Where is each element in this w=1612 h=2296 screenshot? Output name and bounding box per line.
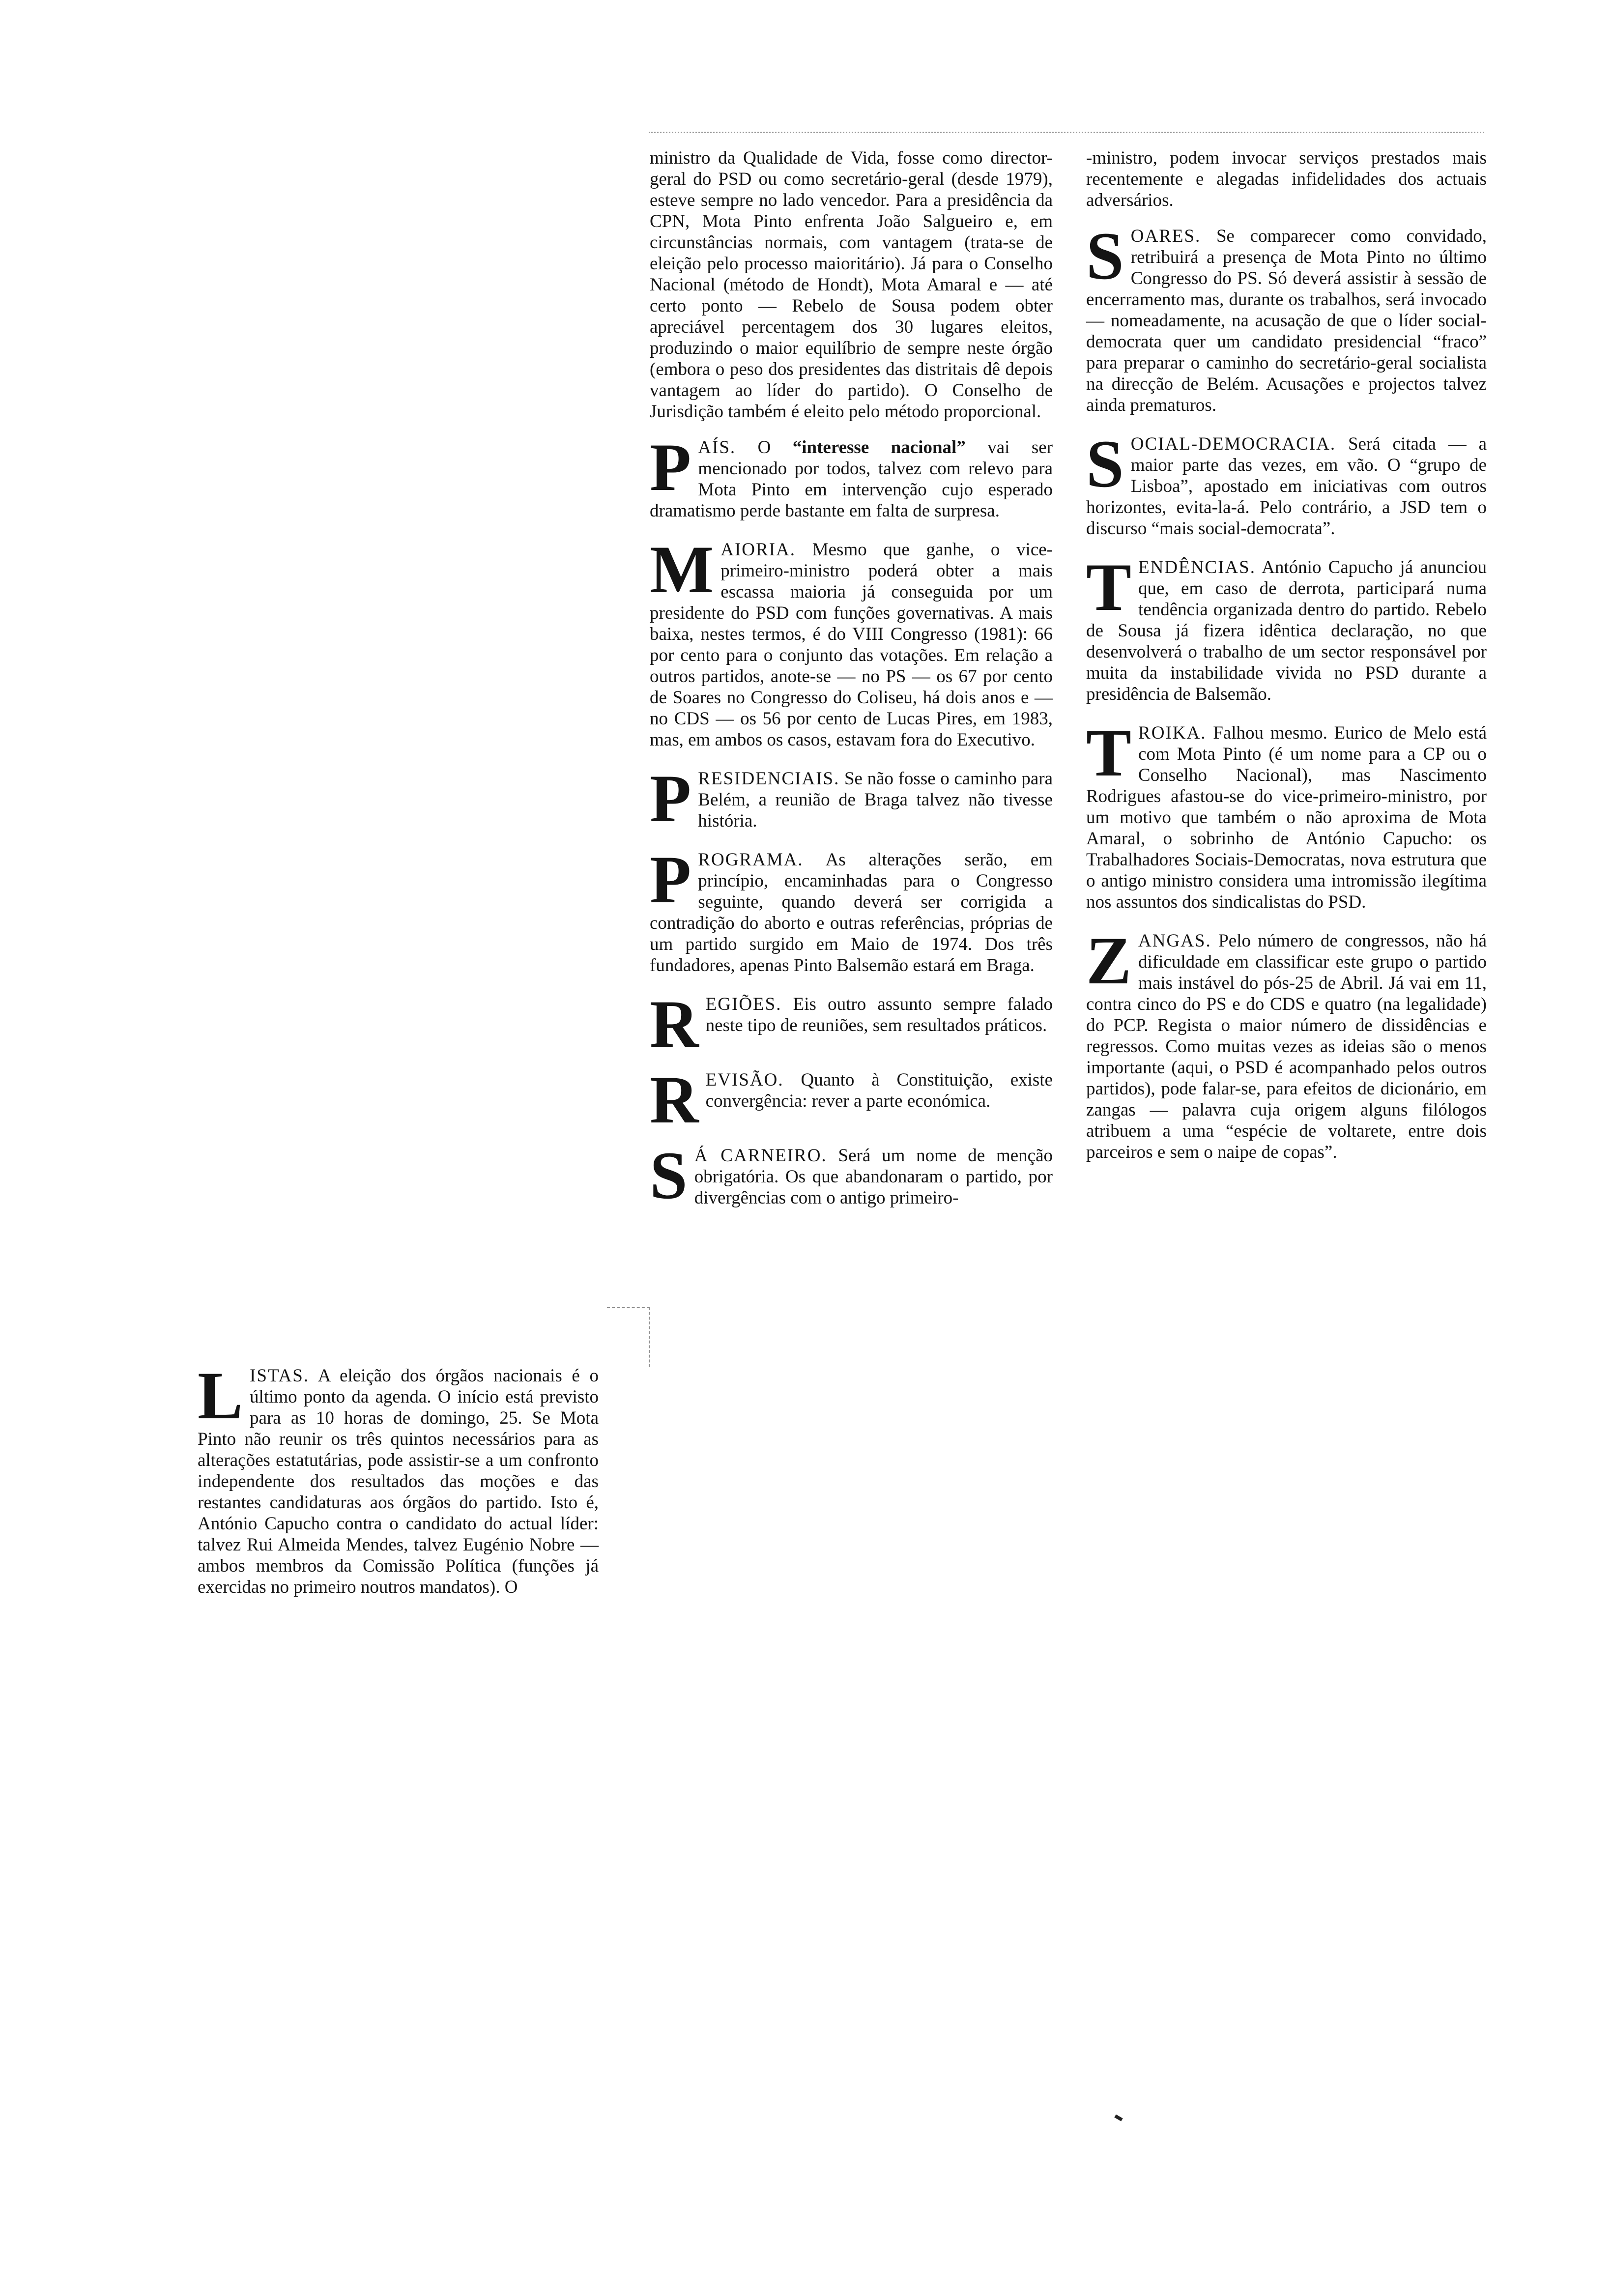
section-maioria [650, 532, 1053, 750]
section-bold-phrase: “interesse nacional” [792, 437, 966, 458]
section-text: Pelo número de congressos, não há dificuldade em classificar este grupo o partido mais instável do pós-25 de Abril. Já vai em 11, contra cinco do PS e do CDS e quatro (na legalidade) do PCP. Regista o maior número de dissidências e regressos. Como muitas vezes as ideias são o menos importante (aqui, o PSD é acompanhado pelos outros partidos), pode falar-se, para efeitos de dicionário, em zangas — palavra cuja origem alguns filólogos atribuem a uma “espécie de voltarete, entre dois parceiros e sem o naipe de copas”. [1086, 931, 1487, 1162]
middle-column [650, 147, 1053, 1226]
section-revisao [650, 1062, 1053, 1137]
section-keyword: OCIAL-DEMOCRACIA. [1130, 434, 1336, 454]
section-pais [650, 430, 1053, 521]
section-listas [198, 1358, 599, 1598]
section-text: vai ser mencionado por todos, talvez com relevo para Mota Pinto em intervenção cujo esperado dramatismo perde bastante em falta de surpresa. [650, 437, 1053, 521]
section-presidenciais [650, 761, 1053, 836]
ink-speck [1114, 2114, 1123, 2121]
continuation-paragraph: -ministro, podem invocar serviços prestados mais recentemente e alegadas infidelidades dos actuais adversários. [1086, 148, 1487, 210]
section-text: António Capucho já anunciou que, em caso de derrota, participará numa tendência organizada dentro do partido. Rebelo de Sousa já fizera idêntica declaração, no que desenvolverá o trabalho de um sector responsável por muita da instabilidade vivida no PSD durante a presidência de Balsemão. [1086, 557, 1487, 704]
section-keyword: ANGAS. [1138, 931, 1211, 951]
drop-cap: P [650, 430, 691, 505]
drop-cap: S [650, 1138, 688, 1213]
section-text: As alterações serão, em princípio, encaminhadas para o Congresso seguinte, quando deverá ser corrigida a contradição do aborto e outras referências, próprias de um partido surgido em Maio de 1974. Dos três fundadores, apenas Pinto Balsemão estará em Braga. [650, 850, 1053, 976]
section-keyword: EGIÕES. [705, 994, 782, 1014]
section-keyword: ISTAS. [250, 1366, 310, 1386]
drop-cap: T [1086, 549, 1132, 625]
section-troika [1086, 715, 1487, 913]
section-sa-carneiro [650, 1138, 1053, 1213]
section-keyword: RESIDENCIAIS. [698, 769, 840, 789]
section-text: A eleição dos órgãos nacionais é o último ponto da agenda. O início está previsto para as 10 horas de domingo, 25. Se Mota Pinto não reunir os três quintos necessários para as alterações estatutárias, pode assistir-se a um confronto independente dos resultados das moções e das restantes candidaturas aos órgãos do partido. Isto é, António Capucho contra o candidato do actual líder: talvez Rui Almeida Mendes, talvez Eugénio Nobre — ambos membros da Comissão Política (funções já exercidas no primeiro noutros mandatos). O [198, 1366, 599, 1597]
section-text: Será um nome de menção obrigatória. Os que abandonaram o partido, por divergências com o antigo primeiro- [694, 1146, 1053, 1208]
section-social-democracia [1086, 426, 1487, 539]
top-dotted-rule [649, 132, 1484, 133]
section-zangas [1086, 923, 1487, 1163]
continuation-paragraph: ministro da Qualidade de Vida, fosse como director-geral do PSD ou como secretário-geral (desde 1979), esteve sempre no lado vencedor. Para a presidência da CPN, Mota Pinto enfrenta João Salgueiro e, em circunstâncias normais, com vantagem (trata-se de eleição pelo processo maioritário). Já para o Conselho Nacional (método de Hondt), Mota Amaral e — até certo ponto — Rebelo de Sousa podem obter apreciável percentagem dos 30 lugares eleitos, produzindo o maior equilíbrio de sempre neste órgão (embora o peso dos presidentes das distritais dê depois vantagem ao líder do partido). O Conselho de Jurisdição também é eleito pelo método proporcional. [650, 148, 1053, 422]
drop-cap: P [650, 842, 691, 917]
drop-cap: P [650, 761, 691, 836]
section-text: Se não fosse o caminho para Belém, a reunião de Braga talvez não tivesse história. [698, 769, 1053, 831]
section-text: Será citada — a maior parte das vezes, em vão. O “grupo de Lisboa”, apostado em iniciativas com outros horizontes, evita-la-á. Pelo contrário, a JSD tem o discurso “mais social-democrata”. [1086, 434, 1487, 539]
section-text: Mesmo que ganhe, o vice-primeiro-ministro poderá obter a mais escassa maioria já conseguida por um presidente do PSD com funções governativas. A mais baixa, nestes termos, é do VIII Congresso (1981): 66 por cento para o conjunto das votações. Em relação a outros partidos, anote-se — no PS — os 67 por cento de Soares no Congresso do Coliseu, há dois anos e — no CDS — os 56 por cento de Lucas Pires, em 1983, mas, em ambos os casos, estavam fora do Executivo. [650, 540, 1053, 750]
section-keyword: OARES. [1130, 226, 1201, 246]
drop-cap: S [1086, 426, 1124, 501]
section-keyword: ROGRAMA. [698, 850, 804, 870]
drop-cap: T [1086, 715, 1132, 790]
right-column [1086, 147, 1487, 1180]
section-programa [650, 842, 1053, 976]
drop-cap: R [650, 1062, 699, 1137]
section-tendencias [1086, 549, 1487, 705]
section-text: Quanto à Constituição, existe convergência: rever a parte económica. [705, 1070, 1053, 1111]
drop-cap: L [198, 1358, 243, 1433]
section-keyword: AIORIA. [720, 540, 796, 560]
section-text: Falhou mesmo. Eurico de Melo está com Mota Pinto (é um nome para a CP ou o Conselho Nacional), mas Nascimento Rodrigues afastou-se do vice-primeiro-ministro, por um motivo que também o não aproxima de Mota Amaral, o sobrinho de António Capucho: os Trabalhadores Sociais-Democratas, nova estrutura que o antigo ministro considera uma intromissão ilegítima nos assuntos dos sindicalistas do PSD. [1086, 723, 1487, 912]
section-regioes [650, 986, 1053, 1062]
column-bracket-line [607, 1307, 650, 1367]
section-text: Se comparecer como convidado, retribuirá a presença de Mota Pinto no último Congresso do PS. Só deverá assistir à sessão de encerramento mas, durante os trabalhos, será invocado — nomeadamente, na acusação de que o líder social-democrata quer um candidato presidencial “fraco” para preparar o caminho do secretário-geral socialista na direcção de Belém. Acusações e projectos talvez ainda prematuros. [1086, 226, 1487, 415]
section-keyword: EVISÃO. [705, 1070, 784, 1090]
drop-cap: Z [1086, 923, 1132, 998]
section-keyword: Á CARNEIRO. [694, 1146, 827, 1166]
drop-cap: S [1086, 218, 1124, 293]
section-text-lead: O [757, 437, 771, 458]
drop-cap: R [650, 986, 699, 1062]
section-soares [1086, 218, 1487, 416]
section-keyword: AÍS. [698, 437, 736, 458]
section-keyword: ENDÊNCIAS. [1138, 557, 1256, 577]
drop-cap: M [650, 532, 714, 607]
section-text: Eis outro assunto sempre falado neste tipo de reuniões, sem resultados práticos. [705, 994, 1053, 1035]
section-keyword: ROIKA. [1138, 723, 1207, 743]
left-column [198, 1358, 599, 1615]
